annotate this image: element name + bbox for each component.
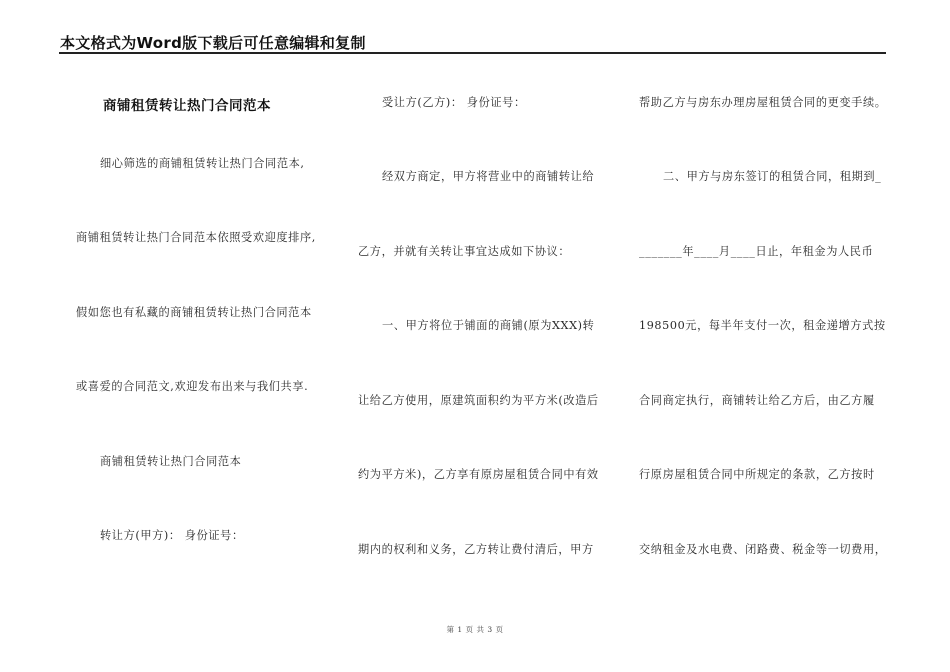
header-divider bbox=[59, 52, 886, 54]
text-line: 期内的权利和义务，乙方转让费付清后，甲方 bbox=[358, 543, 594, 556]
text-line: 细心筛选的商铺租赁转让热门合同范本, bbox=[100, 157, 305, 170]
text-line: 商铺租赁转让热门合同范本 bbox=[100, 455, 242, 468]
text-line: 假如您也有私藏的商铺租赁转让热门合同范本 bbox=[76, 306, 312, 319]
page-number: 第 1 页 共 3 页 bbox=[446, 625, 504, 634]
text-line: 交纳租金及水电费、闭路费、税金等一切费用， bbox=[639, 543, 887, 556]
text-line: 约为平方米)，乙方享有原房屋租赁合同中有效 bbox=[358, 468, 599, 481]
text-line: 行原房屋租赁合同中所规定的条款，乙方按时 bbox=[639, 468, 875, 481]
text-line: 转让方(甲方)： 身份证号： bbox=[100, 529, 244, 542]
text-line: 合同商定执行，商铺转让给乙方后，由乙方履 bbox=[639, 394, 875, 407]
text-line: 198500元，每半年支付一次，租金递增方式按 bbox=[639, 319, 886, 332]
text-line: 一、甲方将位于铺面的商铺(原为XXX)转 bbox=[382, 319, 595, 332]
text-line: 让给乙方使用，原建筑面积约为平方米(改造后 bbox=[358, 394, 599, 407]
text-line: 二、甲方与房东签订的租赁合同，租期到_ bbox=[663, 170, 882, 183]
text-line: 乙方，并就有关转让事宜达成如下协议： bbox=[358, 245, 571, 258]
text-line: 经双方商定，甲方将营业中的商铺转让给 bbox=[382, 170, 595, 183]
text-line: 帮助乙方与房东办理房屋租赁合同的更变手续。 bbox=[639, 96, 887, 109]
document-title: 商铺租赁转让热门合同范本 bbox=[103, 98, 271, 114]
download-banner: 本文格式为Word版下载后可任意编辑和复制 bbox=[60, 34, 366, 52]
text-line: 或喜爱的合同范文,欢迎发布出来与我们共享. bbox=[76, 380, 309, 393]
text-line: 商铺租赁转让热门合同范本依照受欢迎度排序, bbox=[76, 231, 316, 244]
text-line: 受让方(乙方)： 身份证号： bbox=[382, 96, 526, 109]
text-line: _______年____月____日止，年租金为人民币 bbox=[639, 245, 874, 258]
